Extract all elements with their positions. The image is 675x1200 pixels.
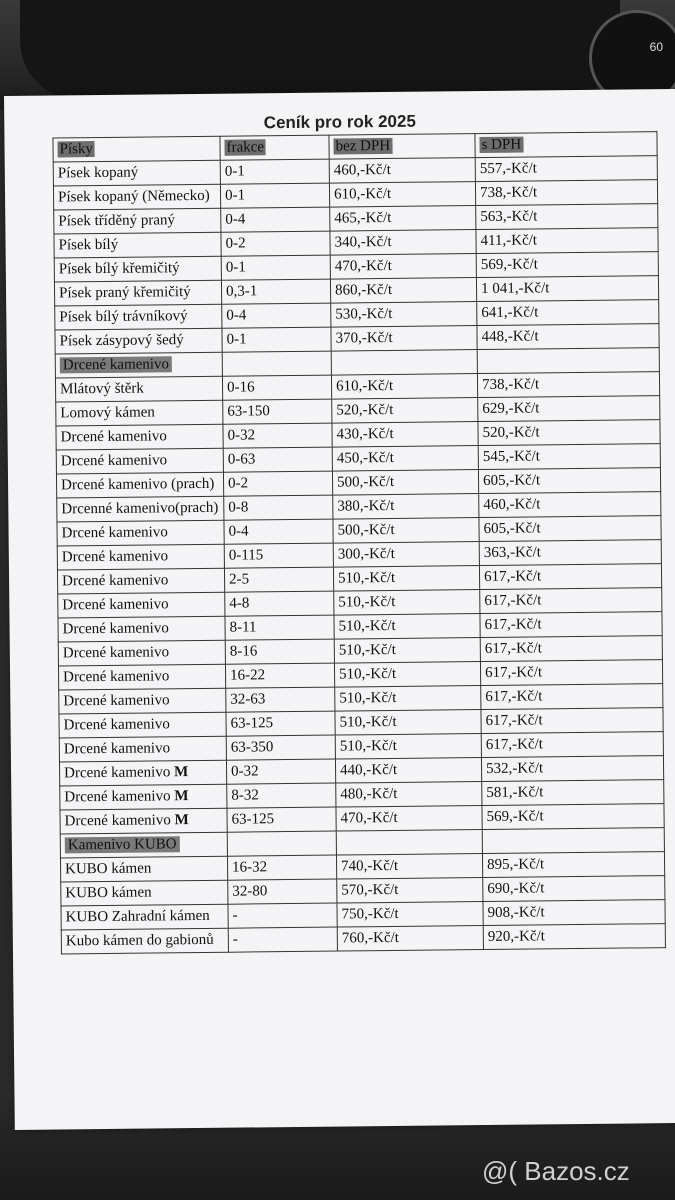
table-cell: 16-32 [227,855,336,880]
header-label: Písky [59,141,94,158]
variant-mark: M [174,812,189,829]
table-cell: 63-350 [226,735,335,760]
header-label: s DPH [481,136,522,154]
table-cell: 617,-Kč/t [481,684,663,710]
table-cell: 0,3-1 [221,279,330,304]
table-cell: 470,-Kč/t [330,254,476,280]
table-cell: 380,-Kč/t [333,494,479,520]
table-cell: 448,-Kč/t [477,324,659,350]
table-cell: 4-8 [225,591,334,616]
table-cell: 32-80 [228,879,337,904]
product-name [65,812,189,829]
table-cell: Drcené kamenivo (prach) [56,472,223,498]
table-cell: Písek tříděný praný [54,208,221,234]
table-cell: Drcené kamenivo [58,640,225,666]
product-name-text: Drcené kamenivo [64,812,171,830]
table-cell: 617,-Kč/t [479,564,661,590]
table-cell: 617,-Kč/t [481,732,663,758]
table-cell: Písek bílý trávníkový [55,304,222,330]
table-cell: Písek bílý [54,232,221,258]
table-cell: 920,-Kč/t [483,924,665,950]
product-name-text: Drcené kamenivo [64,764,171,782]
table-cell: 617,-Kč/t [480,660,662,686]
header-cell [329,134,475,160]
table-cell: 430,-Kč/t [332,422,478,448]
variant-mark: M [173,764,189,781]
bazos-watermark: @( Bazos.cz [482,1156,630,1186]
table-cell: Drcené kamenivo [59,736,226,762]
table-cell: Písek zásypový šedý [55,328,222,354]
header-label: frakce [226,139,265,156]
table-cell: Drcené kamenivo [57,544,224,570]
table-cell: 0-63 [223,447,332,472]
table-cell: 2-5 [224,567,333,592]
table-cell: Písek kopaný (Německo) [53,184,220,210]
table-cell: 617,-Kč/t [480,588,662,614]
table-cell: 738,-Kč/t [477,372,659,398]
table-cell: 0-32 [226,759,335,784]
table-cell: - [228,903,337,928]
table-cell: 1 041,-Kč/t [476,276,658,302]
table-cell [59,760,226,786]
table-cell: 32-63 [226,687,335,712]
table-cell: 629,-Kč/t [478,396,660,422]
header-cell [477,348,659,374]
table-cell: 8-16 [225,639,334,664]
table-cell: Písek praný křemičitý [54,280,221,306]
table-cell: 908,-Kč/t [483,900,665,926]
table-cell [60,808,227,834]
table-cell: 510,-Kč/t [335,686,481,712]
table-cell: Mlátový štěrk [55,376,222,402]
table-cell: 690,-Kč/t [483,876,665,902]
table-cell: 510,-Kč/t [334,662,480,688]
table-cell: 0-16 [222,375,331,400]
table-cell: 530,-Kč/t [331,302,477,328]
table-cell: 750,-Kč/t [337,902,483,928]
table-cell: 605,-Kč/t [479,516,661,542]
table-cell: 617,-Kč/t [480,636,662,662]
product-name-text: Drcené kamenivo [64,788,171,806]
table-cell: KUBO Zahradní kámen [61,904,228,930]
table-cell: 740,-Kč/t [336,854,482,880]
table-cell: Drcené kamenivo [56,424,223,450]
header-cell [336,830,482,856]
header-cell [227,831,336,856]
price-list-paper [4,89,675,1130]
header-label: Kamenivo KUBO [65,836,180,853]
table-cell: 570,-Kč/t [337,878,483,904]
table-cell: 63-125 [226,711,335,736]
table-cell: 557,-Kč/t [475,156,657,182]
table-cell: 340,-Kč/t [330,230,476,256]
table-cell: 470,-Kč/t [336,806,482,832]
table-cell: 363,-Kč/t [479,540,661,566]
table-cell: 617,-Kč/t [481,708,663,734]
table-cell: Drcené kamenivo [59,712,226,738]
table-cell: 510,-Kč/t [334,590,480,616]
table-cell: Písek kopaný [53,160,220,186]
table-cell: 0-115 [224,543,333,568]
table-cell: 610,-Kč/t [331,374,477,400]
table-cell: 605,-Kč/t [478,468,660,494]
header-cell [60,832,227,858]
table-cell: 569,-Kč/t [476,252,658,278]
table-cell: Drcené kamenivo [56,448,223,474]
header-label: bez DPH [335,137,391,155]
table-cell: 545,-Kč/t [478,444,660,470]
header-cell [222,351,331,376]
table-cell: 895,-Kč/t [482,852,664,878]
table-cell: 569,-Kč/t [482,804,664,830]
table-cell: 465,-Kč/t [330,206,476,232]
table-cell: Drcené kamenivo [58,592,225,618]
table-cell: KUBO kámen [60,856,227,882]
table-row [61,924,665,954]
table-cell: 510,-Kč/t [333,566,479,592]
table-cell: 440,-Kč/t [335,758,481,784]
table-cell: 63-125 [227,807,336,832]
table-cell: KUBO kámen [61,880,228,906]
table-cell: 610,-Kč/t [329,182,475,208]
table-cell: 581,-Kč/t [482,780,664,806]
table-cell: 480,-Kč/t [336,782,482,808]
table-cell: Drcené kamenivo [58,616,225,642]
table-cell: 520,-Kč/t [332,398,478,424]
table-cell: 0-1 [222,327,331,352]
table-cell: 300,-Kč/t [333,542,479,568]
table-cell [60,784,227,810]
table-cell: 500,-Kč/t [332,470,478,496]
table-cell: 450,-Kč/t [332,446,478,472]
table-cell: 738,-Kč/t [475,180,657,206]
product-name [64,764,188,781]
table-cell: 760,-Kč/t [337,926,483,952]
page-title: Ceník pro rok 2025 [263,111,416,133]
table-cell: 0-4 [221,207,330,232]
table-cell: 0-4 [224,519,333,544]
variant-mark: M [174,788,189,805]
table-cell: 63-150 [223,399,332,424]
steering-wheel [20,0,620,100]
gauge-number: 60 [649,40,663,54]
table-cell: Drcené kamenivo [57,568,224,594]
table-cell: 520,-Kč/t [478,420,660,446]
table-cell: 0-8 [224,495,333,520]
table-cell: Drcené kamenivo [58,664,225,690]
table-cell: 460,-Kč/t [479,492,661,518]
header-cell [55,352,222,378]
table-cell: Lomový kámen [56,400,223,426]
table-cell: 510,-Kč/t [335,710,481,736]
header-label: Drcené kamenivo [60,356,172,373]
header-cell [220,135,329,160]
table-cell: 500,-Kč/t [333,518,479,544]
table-cell: 510,-Kč/t [334,638,480,664]
table-cell: Písek bílý křemičitý [54,256,221,282]
table-cell: Kubo kámen do gabionů [61,928,228,954]
table-cell: 0-1 [221,255,330,280]
product-name [64,788,188,805]
table-cell: - [228,927,337,952]
table-cell: Drcené kamenivo [59,688,226,714]
table-cell: 563,-Kč/t [476,204,658,230]
table-cell: 460,-Kč/t [329,158,475,184]
table-cell: 16-22 [225,663,334,688]
table-cell: 641,-Kč/t [477,300,659,326]
table-cell: 510,-Kč/t [335,734,481,760]
header-cell [53,136,220,162]
header-cell [331,350,477,376]
price-table-body [53,132,666,954]
table-cell: 0-2 [223,471,332,496]
table-cell: 370,-Kč/t [331,326,477,352]
header-cell [475,132,657,158]
table-cell: Drcenné kamenivo(prach) [57,496,224,522]
table-cell: 411,-Kč/t [476,228,658,254]
table-cell: 0-1 [220,183,329,208]
table-cell: 0-32 [223,423,332,448]
table-cell: 860,-Kč/t [330,278,476,304]
table-cell: 532,-Kč/t [481,756,663,782]
table-cell: 617,-Kč/t [480,612,662,638]
table-cell: 510,-Kč/t [334,614,480,640]
table-cell: 0-4 [222,303,331,328]
table-cell: 8-11 [225,615,334,640]
table-cell: 0-2 [221,231,330,256]
table-cell: 8-32 [227,783,336,808]
header-cell [482,828,664,854]
price-table [52,131,666,954]
table-cell: 0-1 [220,159,329,184]
table-cell: Drcené kamenivo [57,520,224,546]
